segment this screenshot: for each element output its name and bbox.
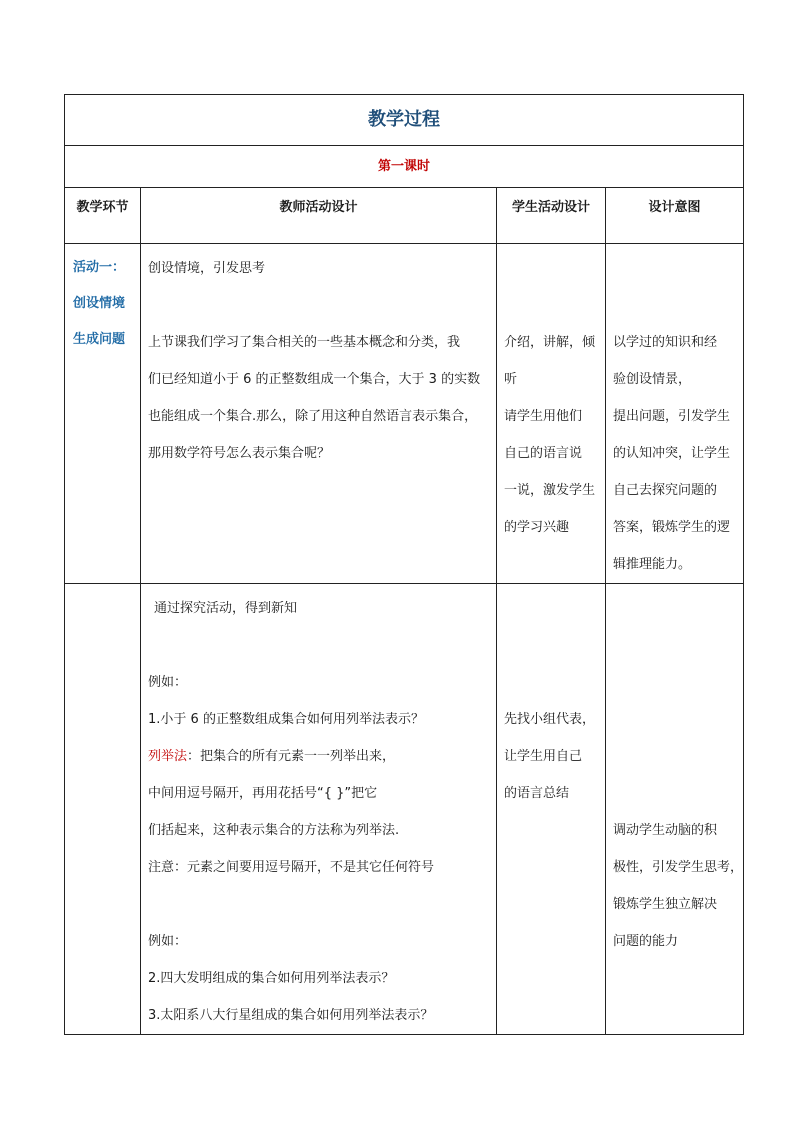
intent-text-line: 的认知冲突，让学生 [613, 446, 731, 461]
header-teacher-label: 教师活动设计 [279, 200, 358, 215]
intent-text-line: 锻炼学生独立解决 [613, 897, 718, 912]
question-line: 3.太阳系八大行星组成的集合如何用列举法表示？ [148, 1008, 434, 1023]
intent-text-line: 提出问题，引发学生 [613, 409, 731, 424]
teacher-heading: 通过探究活动，得到新知 [154, 601, 298, 616]
question-line: 1.小于 6 的正整数组成集合如何用列举法表示？ [148, 712, 424, 727]
definition-line: 们括起来，这种表示集合的方法称为列举法. [148, 823, 400, 838]
design-intent-cell [606, 584, 744, 1035]
table-row [65, 584, 744, 1035]
design-intent-cell [606, 244, 744, 584]
intent-text-line: 答案，锻炼学生的逻 [613, 520, 731, 535]
intent-text-line: 极性，引发学生思考， [613, 860, 744, 875]
teacher-heading: 创设情境，引发思考 [148, 261, 266, 276]
student-text-line: 先找小组代表， [504, 712, 596, 727]
student-text-line: 的学习兴趣 [504, 520, 570, 535]
intent-text-line: 以学过的知识和经 [613, 335, 718, 350]
header-student-label: 学生活动设计 [511, 200, 590, 215]
activity-label: 生成问题 [73, 332, 126, 347]
student-text-line: 介绍，讲解，倾 [504, 335, 596, 350]
teacher-activity-cell [141, 244, 497, 584]
table-row [65, 244, 744, 584]
method-term: 列举法 [148, 749, 188, 764]
intent-text-line: 自己去探究问题的 [613, 483, 718, 498]
table-title-cell [65, 95, 744, 146]
activity-cell [65, 244, 141, 584]
header-student [497, 188, 606, 244]
method-definition-line [148, 738, 490, 775]
header-stage-label: 教学环节 [76, 200, 129, 215]
student-text-line: 听 [504, 372, 518, 387]
method-definition: ：把集合的所有元素一一列举出来， [187, 749, 396, 764]
period-label: 第一课时 [377, 159, 430, 174]
student-text-line: 的语言总结 [504, 786, 570, 801]
activity-label: 创设情境 [73, 296, 126, 311]
activity-label: 活动一： [73, 260, 126, 275]
example-label: 例如： [148, 934, 188, 949]
header-stage [65, 188, 141, 244]
teacher-text-line: 那用数学符号怎么表示集合呢？ [148, 446, 331, 461]
student-text-line: 让学生用自己 [504, 749, 583, 764]
teacher-text-line: 也能组成一个集合.那么，除了用这种自然语言表示集合， [148, 409, 478, 424]
definition-line: 中间用逗号隔开，再用花括号“{ }”把它 [148, 786, 378, 801]
activity-cell-empty [65, 584, 141, 1035]
question-line: 2.四大发明组成的集合如何用列举法表示？ [148, 971, 395, 986]
student-activity-cell [497, 584, 606, 1035]
student-text-line: 请学生用他们 [504, 409, 583, 424]
note-line: 注意：元素之间要用逗号隔开，不是其它任何符号 [148, 860, 435, 875]
table-title: 教学过程 [368, 109, 440, 130]
period-cell [65, 146, 744, 188]
intent-text-line: 问题的能力 [613, 934, 679, 949]
intent-text-line: 辑推理能力。 [613, 557, 692, 572]
teacher-text-line: 们已经知道小于 6 的正整数组成一个集合，大于 3 的实数 [148, 372, 481, 387]
header-intent [606, 188, 744, 244]
student-activity-cell [497, 244, 606, 584]
teacher-activity-cell [141, 584, 497, 1035]
teacher-text-line: 上节课我们学习了集合相关的一些基本概念和分类，我 [148, 335, 461, 350]
intent-text-line: 调动学生动脑的积 [613, 823, 718, 838]
intent-text-line: 验创设情景， [613, 372, 692, 387]
header-teacher [141, 188, 497, 244]
student-text-line: 自己的语言说 [504, 446, 583, 461]
student-text-line: 一说，激发学生 [504, 483, 596, 498]
header-intent-label: 设计意图 [648, 200, 701, 215]
example-label: 例如： [148, 675, 188, 690]
lesson-plan-table [64, 94, 744, 1035]
